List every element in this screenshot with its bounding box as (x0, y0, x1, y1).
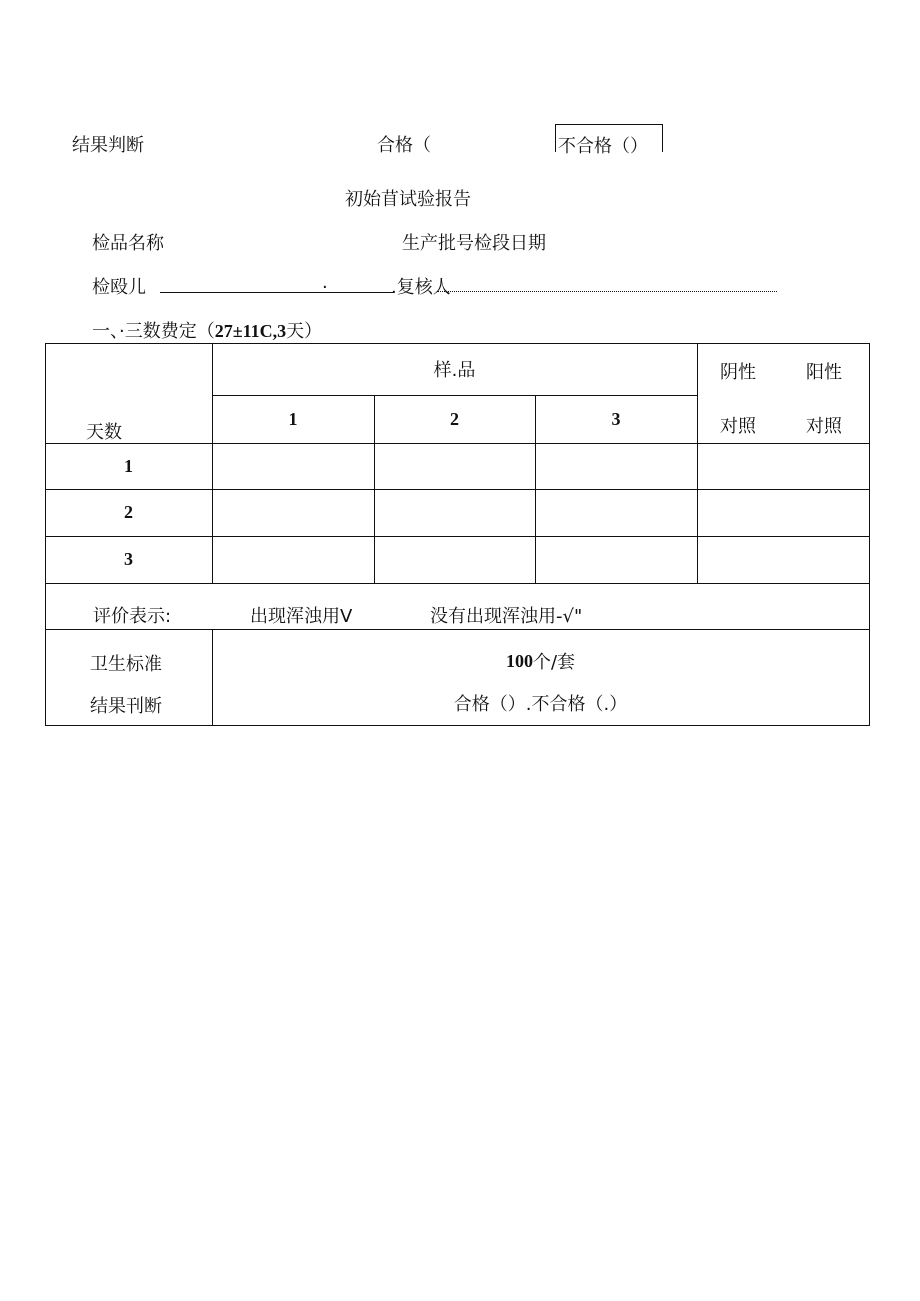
section-condition: 27±11C,3 (214, 321, 287, 341)
evaluation-label: 评价表示: (93, 606, 172, 627)
reviewer-label: .复核人 (391, 277, 451, 298)
negative-control-line2: 对照 (720, 416, 756, 437)
evaluation-clear: 没有出现浑浊用-√" (430, 606, 583, 627)
positive-control-line1: 阳性 (806, 362, 842, 383)
batch-date-label: 生产批号检段日期 (402, 233, 546, 254)
pass-option: 合格（ (377, 135, 431, 156)
sample-col-3: 3 (611, 408, 621, 429)
day-row-3: 3 (124, 549, 133, 569)
inspector-separator: . (322, 272, 328, 293)
inspector-label: 检殴儿 (92, 277, 146, 298)
hygiene-standard-value: 100 个/套 (505, 650, 576, 673)
sample-col-2: 2 (450, 408, 459, 429)
result-judgment-row-label: 结果刊断 (90, 696, 162, 717)
result-judgment-row-value: 合格（）.不合格（.） (453, 694, 628, 715)
days-header: 天数 (86, 422, 122, 443)
fail-option: 不合格（） (558, 136, 648, 157)
day-row-2: 2 (124, 502, 133, 522)
hygiene-standard-label: 卫生标准 (90, 654, 162, 675)
sample-name-label: 检品名称 (92, 233, 164, 254)
evaluation-turbid: 出现浑浊用V (250, 606, 353, 627)
sample-header: 样.品 (433, 360, 476, 381)
result-judgment-label: 结果判断 (72, 135, 144, 156)
section-heading: 一、·三数费定（27±11C,3天） (92, 321, 323, 342)
negative-control-line1: 阴性 (720, 362, 756, 383)
positive-control-line2: 对照 (806, 416, 842, 437)
inspector-underline (160, 292, 393, 293)
reviewer-dotted-line (437, 291, 777, 292)
report-title: 初始苜试验报告 (345, 189, 471, 210)
sample-col-1: 1 (288, 408, 298, 429)
day-row-1: 1 (124, 455, 133, 476)
